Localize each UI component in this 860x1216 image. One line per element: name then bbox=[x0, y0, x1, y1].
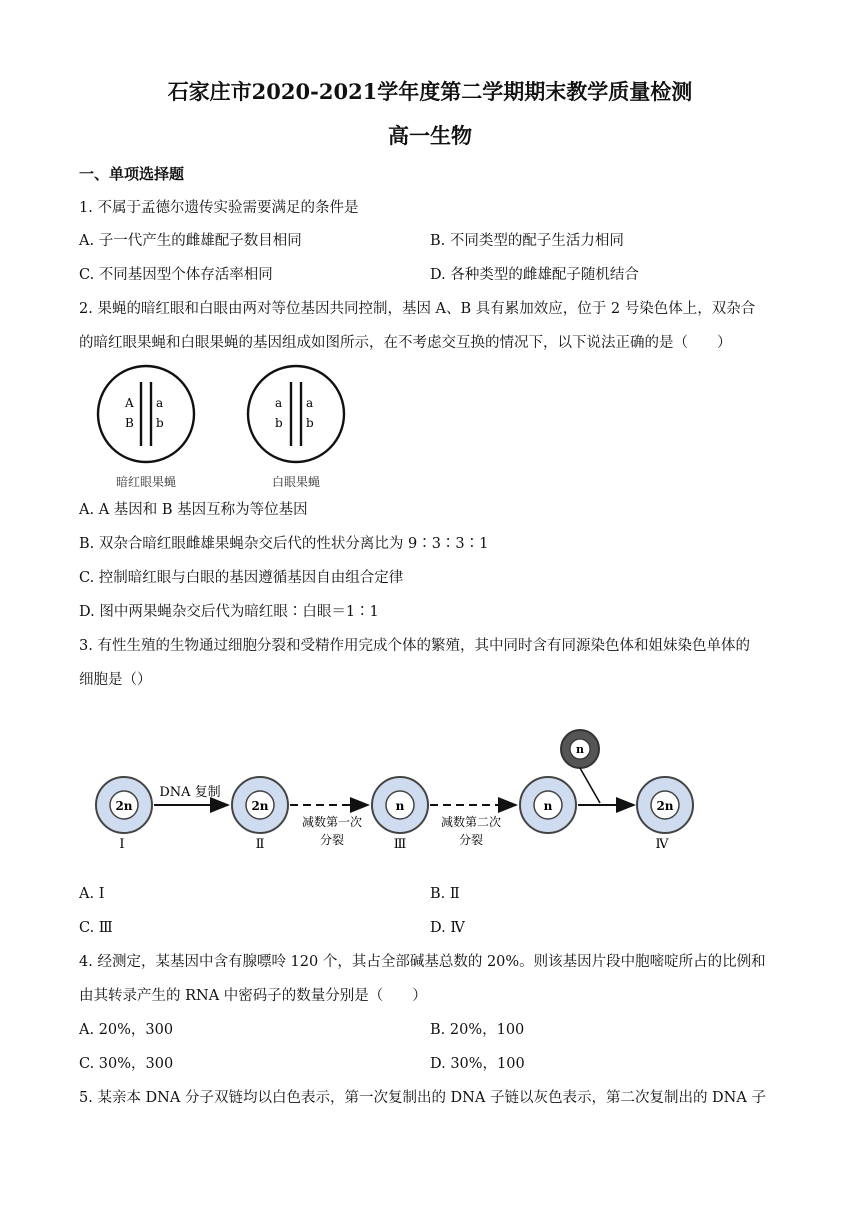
cell-ploidy: 2n bbox=[115, 799, 133, 813]
cell-ploidy: 2n bbox=[251, 799, 269, 813]
exam-title: 石家庄市2020-2021学年度第二学期期末教学质量检测 bbox=[167, 79, 693, 104]
q5-stem-line1: 5. 某亲本 DNA 分子双链均以白色表示，第一次复制出的 DNA 子链以灰色表示，第二次复制出的 DNA 子 bbox=[79, 1090, 766, 1106]
q1-option-a: A. 子一代产生的雌雄配子数目相同 bbox=[79, 233, 302, 249]
step-meiosis-1-division: 分裂 bbox=[319, 833, 345, 847]
white-eye-fly-cell bbox=[248, 366, 344, 489]
q3-stem-line2: 细胞是（） bbox=[79, 672, 152, 688]
cell-label: Ⅰ bbox=[119, 837, 125, 852]
q3-option-b: B. Ⅱ bbox=[430, 886, 460, 902]
q4-stem-line2: 由其转录产生的 RNA 中密码子的数量分别是（ ） bbox=[79, 988, 427, 1004]
step-meiosis-2-division: 分裂 bbox=[458, 833, 484, 847]
gene-label: a bbox=[306, 396, 314, 410]
q3-option-a: A. Ⅰ bbox=[79, 886, 105, 902]
cell-iii bbox=[372, 777, 428, 852]
q2-option-c: C. 控制暗红眼与白眼的基因遵循基因自由组合定律 bbox=[79, 570, 404, 586]
q4-option-b: B. 20%，100 bbox=[430, 1022, 525, 1038]
gene-label: a bbox=[275, 396, 283, 410]
section-heading: 一、单项选择题 bbox=[79, 165, 185, 183]
gene-label: A bbox=[125, 396, 134, 410]
egg-cell bbox=[520, 777, 576, 833]
white-eye-fly-caption: 白眼果蝇 bbox=[271, 475, 321, 489]
step-meiosis-2: 减数第二次 bbox=[440, 815, 502, 829]
gene-label: B bbox=[125, 416, 134, 430]
cell-ii bbox=[232, 777, 288, 852]
cell-label: Ⅲ bbox=[393, 837, 407, 852]
q3-figure bbox=[88, 724, 708, 859]
q2-stem-line1: 2. 果蝇的暗红眼和白眼由两对等位基因共同控制，基因 A、B 具有累加效应，位于 2 号染色体上，双杂合 bbox=[79, 301, 756, 317]
q2-stem-line2: 的暗红眼果蝇和白眼果蝇的基因组成如图所示，在不考虑交互换的情况下，以下说法正确的是（ ） bbox=[79, 335, 732, 351]
cell-ploidy: 2n bbox=[656, 799, 674, 813]
sperm-ploidy: n bbox=[576, 743, 584, 756]
q2-option-b: B. 双杂合暗红眼雌雄果蝇杂交后代的性状分离比为 9∶3∶3∶1 bbox=[79, 536, 489, 552]
gene-label: b bbox=[156, 416, 164, 430]
cell-ploidy: n bbox=[395, 799, 405, 813]
gene-label: b bbox=[306, 416, 314, 430]
gene-label: a bbox=[156, 396, 164, 410]
q4-stem-line1: 4. 经测定，某基因中含有腺嘌呤 120 个，其占全部碱基总数的 20%。则该基因片段中胞嘧啶所占的比例和 bbox=[79, 954, 766, 970]
red-eye-fly-cell bbox=[98, 366, 194, 489]
q2-option-d: D. 图中两果蝇杂交后代为暗红眼∶白眼＝1∶1 bbox=[79, 604, 379, 620]
q2-figure bbox=[80, 362, 360, 494]
q3-option-d: D. Ⅳ bbox=[430, 920, 465, 936]
q4-option-c: C. 30%，300 bbox=[79, 1056, 174, 1072]
cell-label: Ⅳ bbox=[655, 837, 669, 852]
q1-option-b: B. 不同类型的配子生活力相同 bbox=[430, 233, 624, 249]
q3-option-c: C. Ⅲ bbox=[79, 920, 113, 936]
q1-option-d: D. 各种类型的雌雄配子随机结合 bbox=[430, 267, 639, 283]
step-meiosis-1: 减数第一次 bbox=[301, 815, 363, 829]
q3-stem-line1: 3. 有性生殖的生物通过细胞分裂和受精作用完成个体的繁殖，其中同时含有同源染色体和姐妹染色单体的 bbox=[79, 638, 750, 654]
q1-option-c: C. 不同基因型个体存活率相同 bbox=[79, 267, 273, 283]
step-dna-replication: DNA 复制 bbox=[159, 785, 221, 800]
cell-ploidy: n bbox=[543, 799, 553, 813]
exam-subject: 高一生物 bbox=[388, 123, 472, 148]
q4-option-a: A. 20%，300 bbox=[79, 1022, 174, 1038]
gene-label: b bbox=[275, 416, 283, 430]
cell-i bbox=[96, 777, 152, 852]
q2-option-a: A. A 基因和 B 基因互称为等位基因 bbox=[79, 502, 308, 518]
red-eye-fly-caption: 暗红眼果蝇 bbox=[115, 475, 177, 489]
q1-stem: 1. 不属于孟德尔遗传实验需要满足的条件是 bbox=[79, 200, 359, 216]
cell-iv bbox=[637, 777, 693, 852]
cell-label: Ⅱ bbox=[255, 837, 265, 852]
q4-option-d: D. 30%，100 bbox=[430, 1056, 525, 1072]
